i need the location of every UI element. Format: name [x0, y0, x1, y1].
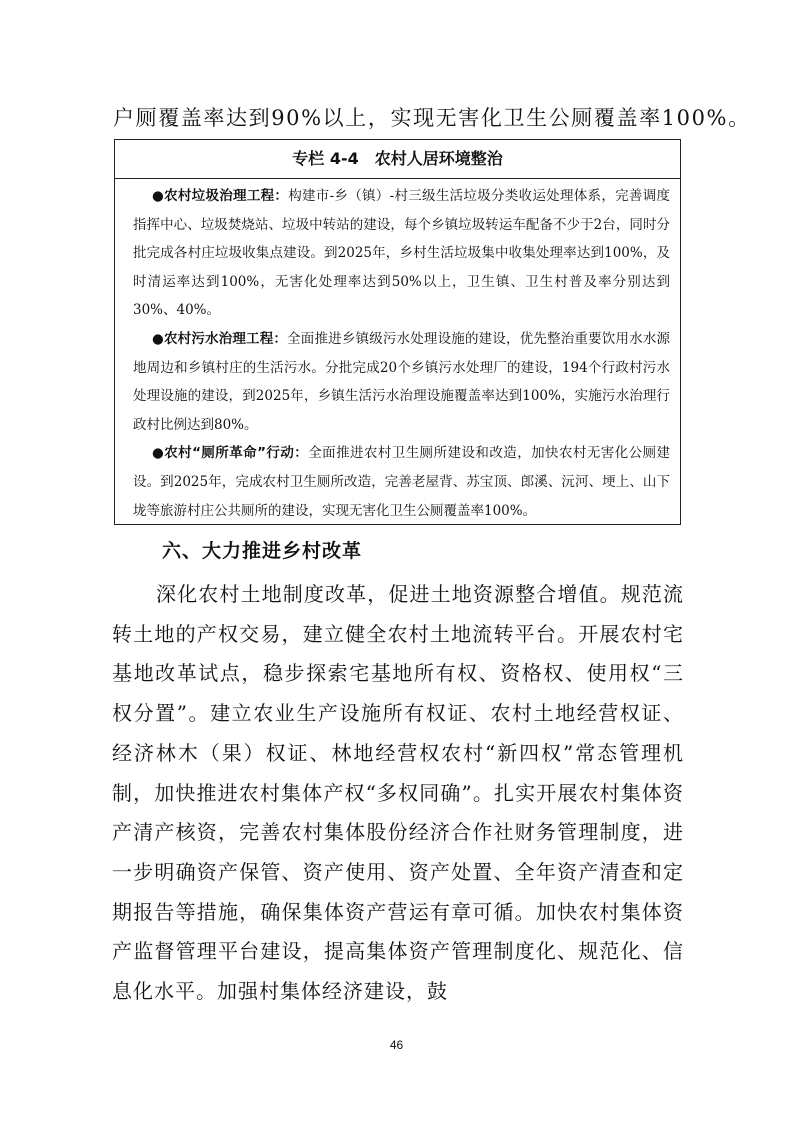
sidebar-item-text: 全面推进乡镇级污水处理设施的建设，优先整治重要饮用水水源地周边和乡镇村庄的生活污水。分批完成20个乡镇污水处理厂的建设，194个行政村污水处理设施的建设，到2025年，乡镇生活污水治理设施覆盖率达到100%，实施污水治理行政村比例达到80%。 — [133, 330, 671, 433]
sidebar-box-header — [115, 140, 680, 179]
section-heading: 六、大力推进乡村改革 — [162, 540, 363, 562]
page-number: 46 — [389, 1038, 404, 1052]
sidebar-item-text: 全面推进农村卫生厕所建设和改造，加快农村无害化公厕建设。到2025年，完成农村卫生厕所改造，完善老屋背、苏宝顶、郎溪、沅河、埂上、山下垅等旅游村庄公共厕所的建设，实现无害化卫生公厕覆盖率100%。 — [133, 445, 671, 519]
body-paragraph: 深化农村土地制度改革，促进土地资源整合增值。规范流转土地的产权交易，建立健全农村土地流转平台。开展农村宅基地改革试点，稳步探索宅基地所有权、资格权、使用权“三权分置”。建立农业生产设施所有权证、农村土地经营权证、经济林木（果）权证、林地经营权农村“新四权”常态管理机制，加快推进农村集体产权“多权同确”。扎实开展农村集体资产清产核资，完善农村集体股份经济合作社财务管理制度，进一步明确资产保管、资产使用、资产处置、全年资产清查和定期报告等措施，确保集体资产营运有章可循。加快农村集体资产监督管理平台建设，提高集体资产管理制度化、规范化、信息化水平。加强村集体经济建设，鼓 — [112, 582, 684, 1004]
sidebar-box-label: 专栏 4-4 — [292, 149, 359, 168]
sidebar-item-toilet — [133, 439, 670, 525]
sidebar-box-body — [115, 179, 680, 525]
sidebar-item-text: 构建市-乡（镇）-村三级生活垃圾分类收运处理体系，完善调度指挥中心、垃圾焚烧站、垃圾中转站的建设，每个乡镇垃圾转运车配备不少于2台，同时分批完成各村庄垃圾收集点建设。到2025年，乡村生活垃圾集中收集处理率达到100%，及时清运率达到100%，无害化处理率达到50%以上，卫生镇、卫生村普及率分别达到30%、40%。 — [133, 188, 670, 319]
sidebar-item-sewage — [133, 325, 670, 439]
sidebar-item-lead: ●农村“厕所革命”行动： — [152, 445, 309, 462]
sidebar-item-lead: ●农村污水治理工程： — [152, 330, 288, 347]
sidebar-box-title: 农村人居环境整治 — [374, 149, 503, 168]
sidebar-item-lead: ●农村垃圾治理工程： — [152, 188, 289, 204]
continued-paragraph-line: 户厕覆盖率达到90%以上，实现无害化卫生公厕覆盖率100%。 — [113, 106, 751, 130]
sidebar-item-garbage — [133, 182, 670, 325]
sidebar-box — [114, 139, 681, 525]
